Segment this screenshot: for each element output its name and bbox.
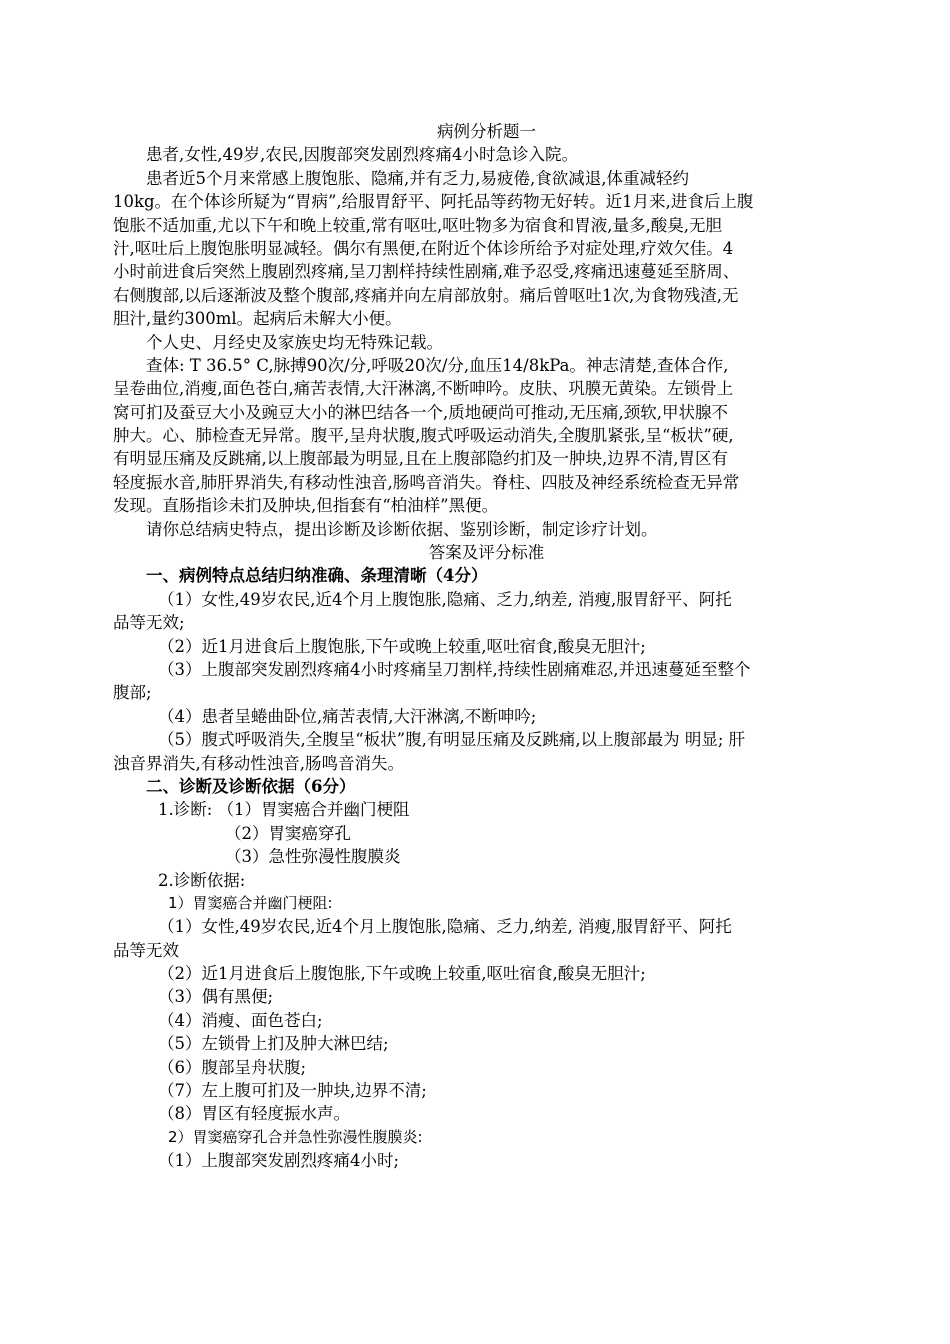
section1-item: （1）女性,49岁农民,近4个月上腹饱胀,隐痛、乏力,纳差, 消瘦,服胃舒平、阿托 [158, 589, 732, 609]
question: 请你总结病史特点，提出诊断及诊断依据、鉴别诊断，制定诊疗计划。 [146, 519, 658, 539]
basis-item: （8）胃区有轻度振水声。 [158, 1104, 350, 1124]
basis-item: （4）消瘦、面色苍白; [158, 1010, 323, 1030]
exam-line: 轻度振水音,肺肝界消失,有移动性浊音,肠鸣音消失。脊柱、四肢及神经系统检查无异常 [113, 472, 740, 492]
diagnosis-item: （3）急性弥漫性腹膜炎 [225, 847, 401, 867]
basis-label: 2.诊断依据: [158, 870, 246, 890]
exam-line: 呈卷曲位,消瘦,面色苍白,痛苦表情,大汗淋漓,不断呻吟。皮肤、巩膜无黄染。左锁骨上 [113, 379, 734, 399]
history-line: 患者近5个月来常感上腹饱胀、隐痛,并有乏力,易疲倦,食欲减退,体重减轻约 [146, 168, 689, 188]
basis-item: （2）近1月进食后上腹饱胀,下午或晚上较重,呕吐宿食,酸臭无胆汁; [158, 964, 646, 984]
exam-line: 肿大。心、肺检查无异常。腹平,呈舟状腹,腹式呼吸运动消失,全腹肌紧张,呈“板状”硬, [113, 426, 734, 446]
history-line: 汁,呕吐后上腹饱胀明显减轻。偶尔有黑便,在附近个体诊所给予对症处理,疗效欠佳。4 [113, 238, 734, 258]
section1-item: 品等无效; [113, 613, 185, 633]
section1-item: （3）上腹部突发剧烈疼痛4小时疼痛呈刀割样,持续性剧痛难忍,并迅速蔓延至整个 [158, 659, 751, 679]
section2-heading: 二、诊断及诊断依据（6分） [146, 776, 356, 796]
section1-item: （5）腹式呼吸消失,全腹呈“板状”腹,有明显压痛及反跳痛,以上腹部最为 明显; 肝 [158, 730, 746, 750]
case-intro: 患者,女性,49岁,农民,因腹部突发剧烈疼痛4小时急诊入院。 [146, 145, 578, 165]
history-line: 胆汁,量约300ml。起病后未解大小便。 [113, 309, 402, 329]
history-line: 饱胀不适加重,尤以下午和晚上较重,常有呕吐,呕吐物多为宿食和胃液,量多,酸臭,无胆 [113, 215, 722, 235]
history-line: 右侧腹部,以后逐渐波及整个腹部,疼痛并向左肩部放射。痛后曾呕吐1次,为食物残渣,无 [113, 285, 739, 305]
history-line: 小时前进食后突然上腹剧烈疼痛,呈刀割样持续性剧痛,难予忍受,疼痛迅速蔓延至脐周、 [113, 262, 740, 282]
basis-subheading: 2）胃窦癌穿孔合并急性弥漫性腹膜炎: [168, 1127, 423, 1146]
document-page [113, 120, 860, 1173]
section1-item: 浊音界消失,有移动性浊音,肠鸣音消失。 [113, 753, 404, 773]
basis-item: （1）女性,49岁农民,近4个月上腹饱胀,隐痛、乏力,纳差, 消瘦,服胃舒平、阿托 [158, 917, 732, 937]
answer-title: 答案及评分标准 [428, 543, 545, 563]
exam-line: 有明显压痛及反跳痛,以上腹部最为明显,且在上腹部隐约扪及一肿块,边界不清,胃区有 [113, 449, 728, 469]
personal-history: 个人史、月经史及家族史均无特殊记载。 [146, 332, 443, 352]
exam-line: 发现。直肠指诊未扪及肿块,但指套有“柏油样”黑便。 [113, 496, 499, 516]
section1-heading: 一、病例特点总结归纳准确、条理清晰（4分） [146, 566, 488, 586]
basis-item: （1）上腹部突发剧烈疼痛4小时; [158, 1151, 400, 1171]
section1-item: （4）患者呈蜷曲卧位,痛苦表情,大汗淋漓,不断呻吟; [158, 706, 537, 726]
basis-item: 品等无效 [113, 940, 179, 960]
diagnosis-label: 1.诊断: （1）胃窦癌合并幽门梗阻 [158, 800, 410, 820]
basis-subheading: 1）胃窦癌合并幽门梗阻: [168, 893, 333, 912]
basis-item: （6）腹部呈舟状腹; [158, 1057, 307, 1077]
case-title: 病例分析题一 [437, 122, 536, 141]
section1-item: （2）近1月进食后上腹饱胀,下午或晚上较重,呕吐宿食,酸臭无胆汁; [158, 636, 646, 656]
basis-item: （3）偶有黑便; [158, 987, 274, 1007]
basis-item: （5）左锁骨上扪及肿大淋巴结; [158, 1034, 389, 1054]
history-line: 10kg。在个体诊所疑为“胃病”,给服胃舒平、阿托品等药物无好转。近1月来,进食后上腹 [113, 192, 754, 212]
exam-line: 查体: T 36.5° C,脉搏90次/分,呼吸20次/分,血压14/8kPa。神志清楚,查体合作, [146, 355, 729, 375]
diagnosis-item: （2）胃窦癌穿孔 [225, 823, 351, 843]
exam-line: 窝可扪及蚕豆大小及豌豆大小的淋巴结各一个,质地硬尚可推动,无压痛,颈软,甲状腺不 [113, 402, 728, 422]
section1-item: 腹部; [113, 683, 152, 703]
basis-item: （7）左上腹可扪及一肿块,边界不清; [158, 1081, 427, 1101]
